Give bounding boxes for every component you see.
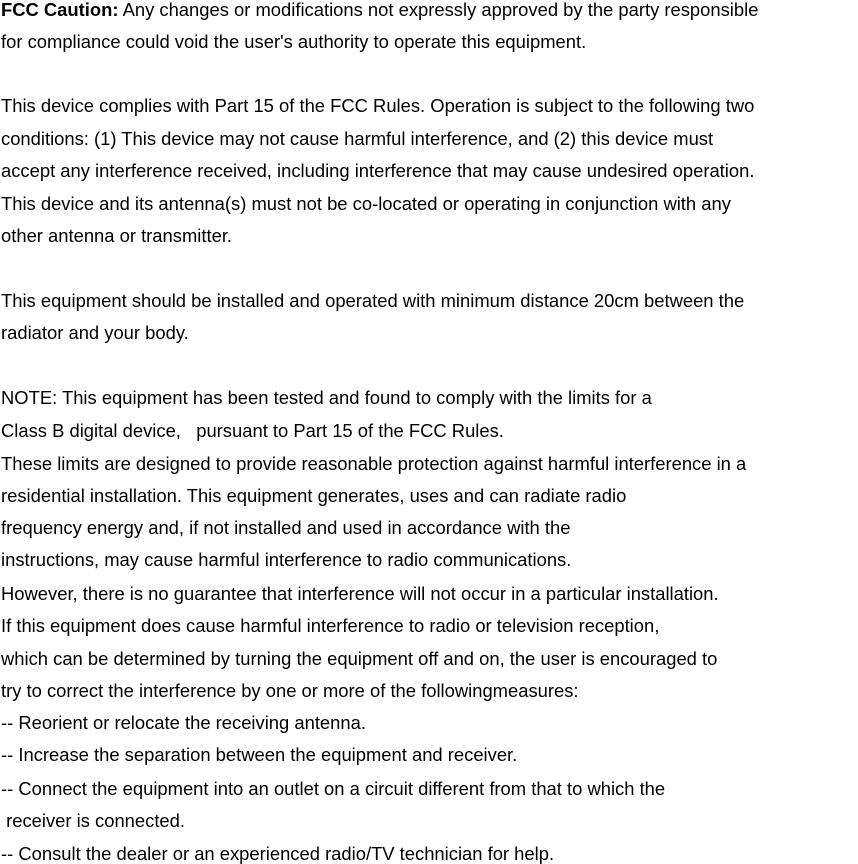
part15-line-4: This device and its antenna(s) must not be co-located or operating in conjunction with any [1, 193, 731, 214]
measure-item-outlet-cont: receiver is connected. [1, 810, 185, 831]
caution-label: FCC Caution: [1, 0, 119, 20]
note-line-4: residential installation. This equipment generates, uses and can radiate radio [1, 485, 627, 506]
note-line-8: If this equipment does cause harmful interference to radio or television reception, [1, 615, 660, 636]
measure-item-reorient: -- Reorient or relocate the receiving antenna. [1, 712, 366, 733]
exposure-line-2: radiator and your body. [1, 322, 189, 343]
exposure-line-1: This equipment should be installed and operated with minimum distance 20cm between the [1, 290, 745, 311]
measure-item-consult: -- Consult the dealer or an experienced radio/TV technician for help. [1, 843, 555, 864]
caution-line-2: for compliance could void the user's authority to operate this equipment. [1, 31, 587, 52]
note-line-9: which can be determined by turning the equipment off and on, the user is encouraged to [1, 648, 718, 669]
note-line-1: NOTE: This equipment has been tested and found to comply with the limits for a [1, 387, 652, 408]
note-line-6: instructions, may cause harmful interference to radio communications. [1, 549, 572, 570]
measure-item-outlet: -- Connect the equipment into an outlet on a circuit different from that to which the [1, 778, 666, 799]
caution-text-1: Any changes or modifications not expressly approved by the party responsible [118, 0, 759, 20]
caution-line-1 [1, 0, 758, 20]
note-line-5: frequency energy and, if not installed and used in accordance with the [1, 517, 571, 538]
part15-line-1: This device complies with Part 15 of the FCC Rules. Operation is subject to the following two [1, 95, 755, 116]
part15-line-2: conditions: (1) This device may not cause harmful interference, and (2) this device must [1, 128, 714, 149]
part15-line-3: accept any interference received, including interference that may cause undesired operation. [1, 160, 755, 181]
note-line-10: try to correct the interference by one or more of the followingmeasures: [1, 680, 579, 701]
note-line-3: These limits are designed to provide reasonable protection against harmful interference in a [1, 453, 747, 474]
note-line-7: However, there is no guarantee that interference will not occur in a particular installation. [1, 583, 719, 604]
note-line-2: Class B digital device, pursuant to Part 15 of the FCC Rules. [1, 420, 504, 441]
measure-item-separation: -- Increase the separation between the equipment and receiver. [1, 744, 518, 765]
part15-line-5: other antenna or transmitter. [1, 225, 233, 246]
